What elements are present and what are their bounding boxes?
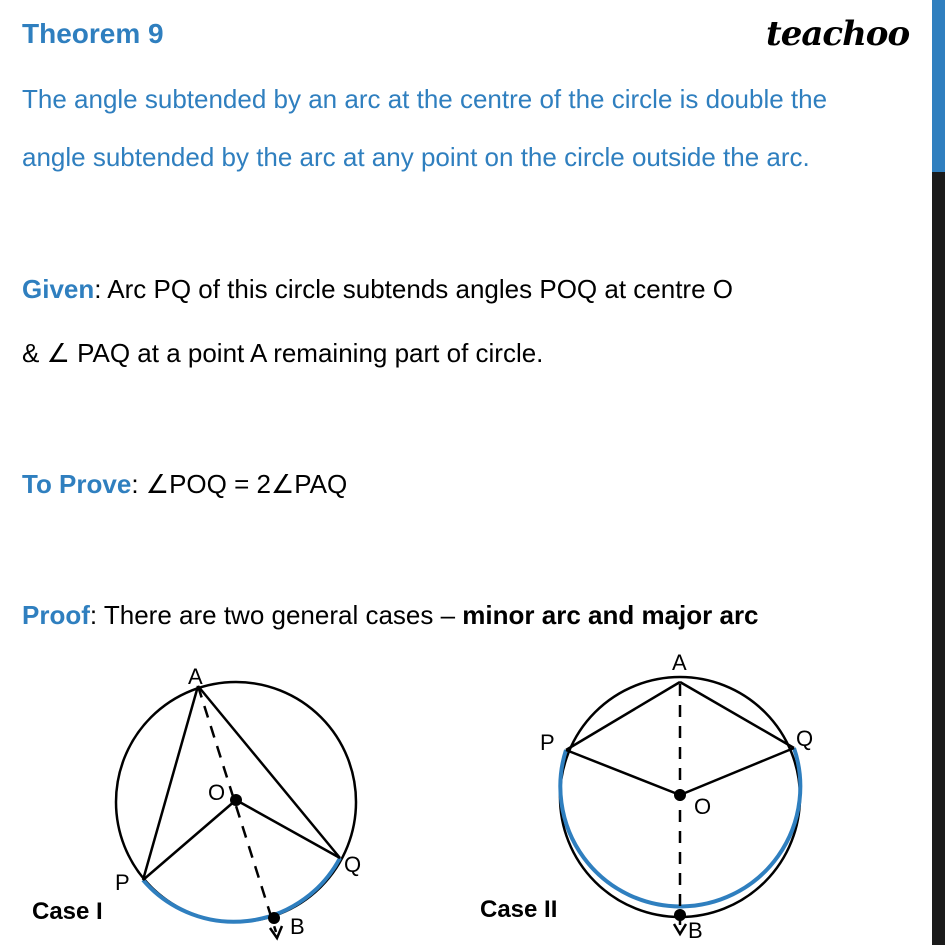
case2-label: Case II	[480, 896, 558, 923]
case1-label-b: B	[290, 914, 305, 939]
case1-radius-oq	[236, 800, 340, 858]
case1-chord-aq	[198, 686, 340, 858]
case2-radius-op	[566, 750, 680, 795]
case2-arrowhead	[674, 924, 686, 934]
case2-point-b	[674, 909, 686, 921]
theorem-statement-line-1: The angle subtended by an arc at the centre of the circle is double the	[22, 84, 828, 114]
case1-label-a: A	[188, 664, 203, 689]
case1-label-q: Q	[344, 852, 362, 877]
given-line-2: & ∠ PAQ at a point A remaining part of circle.	[22, 338, 544, 368]
case2-label-b: B	[688, 918, 703, 943]
case1-minor-arc	[143, 858, 340, 922]
case2-label-p: P	[540, 730, 555, 755]
proof-text: : There are two general cases –	[89, 600, 463, 630]
given-label: Given	[22, 274, 95, 304]
case1-diameter-dashed	[198, 686, 276, 932]
case1-point-b	[268, 912, 280, 924]
proof-label: Proof	[22, 600, 90, 630]
to-prove-text: : ∠POQ = 2∠PAQ	[131, 469, 348, 499]
case1-radius-op	[143, 800, 236, 880]
theorem-statement-line-2: angle subtended by the arc at any point on the circle outside the arc.	[22, 142, 810, 172]
figure-case-1	[116, 682, 356, 938]
case1-label-p: P	[115, 870, 130, 895]
case2-label-o: O	[694, 794, 712, 819]
case2-label-q: Q	[796, 726, 814, 751]
case1-point-o	[230, 794, 242, 806]
case2-label-a: A	[672, 650, 687, 675]
proof-emphasis: minor arc and major arc	[462, 600, 759, 630]
case2-radius-oq	[680, 748, 794, 795]
case1-label-o: O	[208, 780, 226, 805]
theorem-title: Theorem 9	[22, 18, 164, 49]
case1-label: Case I	[32, 898, 103, 925]
case2-point-o	[674, 789, 686, 801]
teachoo-logo: teachoo	[766, 14, 910, 54]
given-text-1: : Arc PQ of this circle subtends angles POQ at centre O	[94, 274, 733, 304]
case1-chord-ap	[143, 686, 198, 880]
to-prove-label: To Prove	[22, 469, 132, 499]
figure-case-2	[560, 677, 800, 934]
